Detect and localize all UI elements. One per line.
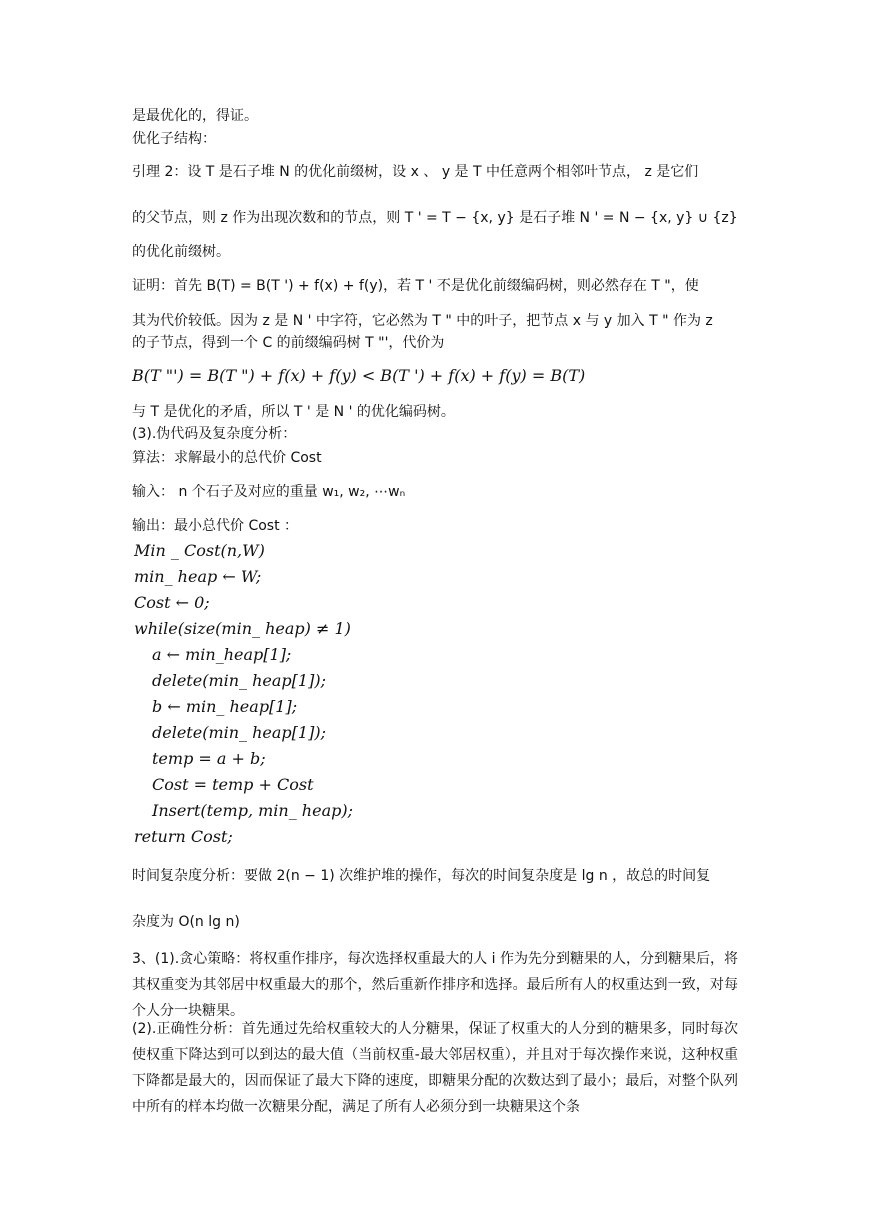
lemma-2-line-2: 的父节点，则 z 作为出现次数和的节点，则 T ' = T − {x, y} 是石子堆 N ' = N − {x, y} ∪ {z} (132, 210, 738, 226)
code-line: delete(min_ heap[1]); (152, 671, 326, 690)
input-line: 输入： n 个石子及对应的重量 w₁, w₂, ⋯wₙ (132, 484, 406, 500)
code-line: temp = a + b; (152, 749, 266, 768)
text-line-2: 优化子结构： (132, 131, 216, 147)
code-line: Cost ← 0; (134, 593, 210, 612)
section-3-correctness-paragraph: (2).正确性分析：首先通过先给权重较大的人分糖果，保证了权重大的人分到的糖果多，同时每次使权重下降达到可以到达的最大值（当前权重-最大邻居权重），并且对于每次操作来说，这种权重下降都是最大的，因而保证了最大下降的速度，即糖果分配的次数达到了最小；最后，对整个队列中所有的样本均做一次糖果分配，满足了所有人必须分到一块糖果这个条 (132, 1021, 738, 1115)
text-line-1: 是最优化的，得证。 (132, 108, 258, 124)
section-pseudocode-heading: (3).伪代码及复杂度分析： (132, 426, 297, 442)
section-3-strategy-paragraph: 3、(1).贪心策略：将权重作排序，每次选择权重最大的人 i 作为先分到糖果的人，分到糖果后，将其权重变为其邻居中权重最大的那个，然后重新作排序和选择。最后所有人的权重达到一致，对每个人分一块糖果。 (132, 951, 738, 1019)
proof-line-3: 的子节点，得到一个 C 的前缀编码树 T "'，代价为 (132, 335, 445, 351)
algorithm-line: 算法：求解最小的总代价 Cost (132, 450, 322, 466)
proof-equation: B(T "') = B(T ") + f(x) + f(y) < B(T ') + f(x) + f(y) = B(T) (132, 366, 586, 385)
code-line: min_ heap ← W; (134, 567, 262, 586)
code-line: while(size(min_ heap) ≠ 1) (134, 619, 351, 638)
code-line: b ← min_ heap[1]; (152, 697, 298, 716)
code-line: delete(min_ heap[1]); (152, 723, 326, 742)
lemma-2-line: 引理 2：设 T 是石子堆 N 的优化前缀树，设 x 、 y 是 T 中任意两个相邻叶节点， z 是它们 (132, 164, 699, 180)
code-line: Cost = temp + Cost (152, 775, 314, 794)
pseudocode-block (134, 538, 353, 850)
output-line: 输出：最小总代价 Cost ： (132, 518, 299, 534)
complexity-line-1: 时间复杂度分析：要做 2(n − 1) 次维护堆的操作，每次的时间复杂度是 lg n ，故总的时间复 (132, 868, 711, 884)
code-line: Min _ Cost(n,W) (134, 541, 265, 560)
proof-line-2: 其为代价较低。因为 z 是 N ' 中字符，它必然为 T " 中的叶子，把节点 x 与 y 加入 T " 作为 z (132, 313, 713, 329)
lemma-2-line-3: 的优化前缀树。 (132, 244, 230, 260)
code-line: a ← min_heap[1]; (152, 645, 292, 664)
proof-conclusion: 与 T 是优化的矛盾，所以 T ' 是 N ' 的优化编码树。 (132, 404, 455, 420)
proof-line-1: 证明：首先 B(T) = B(T ') + f(x) + f(y)，若 T ' 不是优化前缀编码树，则必然存在 T "，使 (132, 278, 699, 294)
code-line: Insert(temp, min_ heap); (152, 801, 353, 820)
code-line: return Cost; (134, 827, 233, 846)
complexity-line-2: 杂度为 O(n lg n) (132, 914, 240, 930)
